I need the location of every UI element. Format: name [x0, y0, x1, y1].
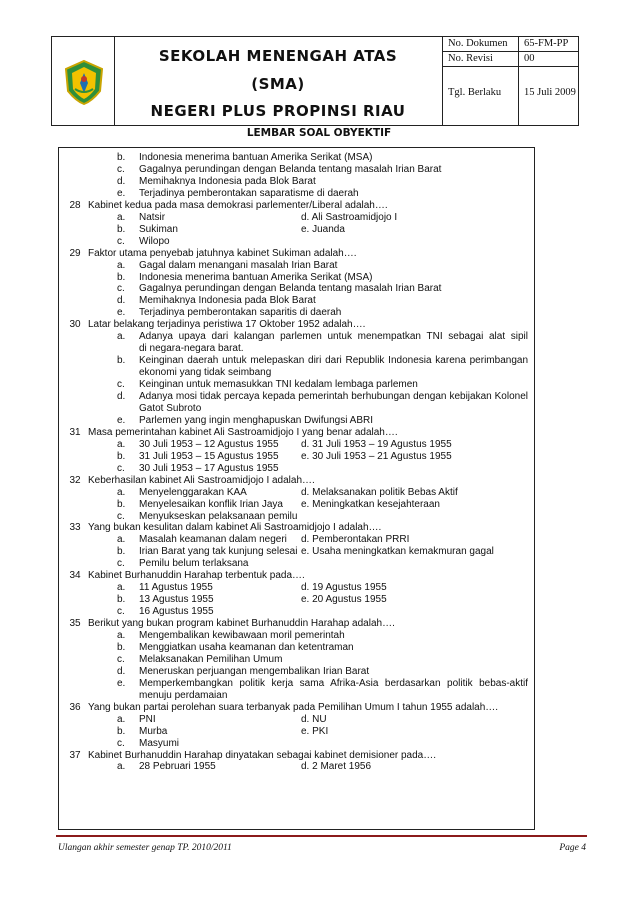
option-text: Menggiatkan usaha keamanan dan ketentraman — [139, 641, 354, 653]
sheet-title: LEMBAR SOAL OBYEKTIF — [246, 127, 392, 139]
meta-key: No. Dokumen — [448, 38, 508, 49]
option-letter: b. — [117, 498, 126, 510]
question-number: 34 — [69, 570, 81, 582]
question-text: Latar belakang terjadinya peristiwa 17 Oktober 1952 adalah…. — [88, 319, 366, 331]
question-number: 29 — [69, 247, 81, 259]
option-text: Natsir — [139, 211, 166, 223]
logo-cell — [52, 37, 115, 125]
option-letter: a. — [117, 713, 126, 725]
option-text: Meneruskan perjuangan mengembalikan Irian Barat — [139, 665, 370, 677]
option-text-second-column: d. 31 Juli 1953 – 19 Agustus 1955 — [301, 438, 452, 450]
option-letter: a. — [117, 534, 126, 546]
question-text: Keberhasilan kabinet Ali Sastroamidjojo I adalah…. — [88, 474, 315, 486]
document-header — [51, 36, 579, 126]
option-text: Menyelesaikan konflik Irian Jaya — [139, 498, 283, 510]
question-number: 30 — [69, 319, 81, 331]
question-number: 32 — [69, 474, 81, 486]
option-letter: b. — [117, 546, 126, 558]
question-text: Yang bukan partai perolehan suara terbanyak pada Pemilihan Umum I tahun 1955 adalah…. — [88, 701, 499, 713]
option-text-second-column: d. NU — [301, 713, 327, 725]
option-text: Pemilu belum terlaksana — [139, 558, 249, 570]
option-text: Terjadinya pemberontakan saparitis di daerah — [139, 307, 342, 319]
option-text: Indonesia menerima bantuan Amerika Serikat (MSA) — [139, 271, 373, 283]
option-text: 31 Juli 1953 – 15 Agustus 1955 — [139, 450, 279, 462]
option-text-second-column: e. PKI — [301, 725, 329, 737]
option-text: Memihaknya Indonesia pada Blok Barat — [139, 175, 316, 187]
option-letter: c. — [117, 379, 125, 391]
option-letter: c. — [117, 653, 125, 665]
option-text: 11 Agustus 1955 — [139, 582, 213, 594]
document-meta-table — [442, 37, 578, 125]
option-letter: c. — [117, 462, 125, 474]
school-name-line-1: SEKOLAH MENENGAH ATAS — [158, 47, 398, 65]
option-text: Melaksanakan Pemilihan Umum — [139, 653, 283, 665]
option-letter: d. — [117, 391, 126, 402]
option-letter: c. — [117, 510, 125, 522]
option-text: ekonomi yang tidak seimbang — [139, 367, 272, 379]
option-text: Wilopo — [139, 235, 170, 247]
option-letter: c. — [117, 558, 125, 570]
meta-key: No. Revisi — [448, 53, 493, 64]
option-text: Irian Barat yang tak kunjung selesai — [139, 546, 298, 558]
option-text: Masyumi — [139, 737, 180, 749]
option-letter: b. — [117, 271, 126, 283]
meta-row-document-number — [442, 37, 578, 52]
option-text: menuju perdamaian — [139, 689, 228, 701]
option-text: 16 Agustus 1955 — [139, 606, 214, 618]
option-letter: d. — [117, 665, 126, 677]
option-letter: a. — [117, 761, 126, 773]
question-text: Kabinet kedua pada masa demokrasi parlementer/Liberal adalah…. — [88, 199, 388, 211]
option-letter: c. — [117, 737, 125, 749]
option-letter: a. — [117, 582, 126, 594]
footer-rule — [56, 835, 587, 837]
option-text: Gatot Subroto — [139, 402, 202, 414]
meta-row-revision — [442, 51, 578, 67]
option-letter: b. — [117, 152, 126, 163]
option-text: Masalah keamanan dalam negeri — [139, 534, 287, 546]
option-text-second-column: d. Melaksanakan politik Bebas Aktif — [301, 486, 458, 498]
option-letter: a. — [117, 259, 126, 271]
option-text-second-column: d. 19 Agustus 1955 — [301, 582, 387, 594]
option-text: Keinginan daerah untuk melepaskan diri dari Republik Indonesia karena perimbangan — [139, 355, 528, 367]
school-name-block — [114, 37, 443, 125]
option-text: Gagalnya perundingan dengan Belanda tentang masalah Irian Barat — [139, 163, 442, 175]
option-text-second-column: e. Usaha meningkatkan kemakmuran gagal — [301, 546, 494, 558]
option-letter: e. — [117, 187, 126, 199]
option-text: 30 Juli 1953 – 17 Agustus 1955 — [139, 462, 279, 474]
option-letter: b. — [117, 223, 126, 235]
option-text: 30 Juli 1953 – 12 Agustus 1955 — [139, 438, 279, 450]
option-text: Keinginan untuk memasukkan TNI kedalam lembaga parlemen — [139, 379, 418, 391]
option-letter: c. — [117, 283, 125, 295]
question-list — [58, 147, 535, 830]
option-letter: b. — [117, 725, 126, 737]
option-text: 28 Pebruari 1955 — [139, 761, 216, 773]
option-text: Menyukseskan pelaksanaan pemilu — [139, 510, 298, 522]
option-text: Memperkembangkan politik kerja sama Afrika-Asia berdasarkan politik bebas-aktif — [139, 677, 528, 689]
question-number: 28 — [69, 199, 81, 211]
option-letter: e. — [117, 414, 126, 426]
option-letter: b. — [117, 450, 126, 462]
meta-value: 15 Juli 2009 — [524, 87, 576, 98]
question-number: 33 — [69, 522, 81, 534]
option-text-second-column: d. Pemberontakan PRRI — [301, 534, 410, 546]
riau-emblem-icon — [62, 59, 106, 105]
option-letter: b. — [117, 641, 126, 653]
option-text-second-column: e. Juanda — [301, 223, 345, 235]
option-letter: d. — [117, 295, 126, 307]
option-text: Parlemen yang ingin menghapuskan Dwifungsi ABRI — [139, 414, 374, 426]
option-letter: a. — [117, 438, 126, 450]
option-text: Indonesia menerima bantuan Amerika Serikat (MSA) — [139, 152, 373, 163]
option-letter: a. — [117, 331, 126, 343]
meta-value: 65-FM-PP — [524, 38, 569, 49]
option-text: Memihaknya Indonesia pada Blok Barat — [139, 295, 316, 307]
option-letter: d. — [117, 175, 126, 187]
option-text: Gagalnya perundingan dengan Belanda tentang masalah Irian Barat — [139, 283, 442, 295]
question-text: Faktor utama penyebab jatuhnya kabinet Sukiman adalah…. — [88, 247, 357, 259]
question-number: 37 — [69, 749, 81, 761]
option-letter: b. — [117, 355, 126, 367]
option-text: Adanya upaya dari kalangan parlemen untuk menempatkan TNI sebagai alat sipil — [139, 331, 528, 343]
option-text-second-column: d. Ali Sastroamidjojo I — [301, 211, 398, 223]
question-number: 35 — [69, 618, 81, 630]
option-text: Gagal dalam menangani masalah Irian Barat — [139, 259, 338, 271]
option-letter: c. — [117, 235, 125, 247]
option-text: Terjadinya pemberontakan saparatisme di daerah — [139, 187, 359, 199]
option-text: Murba — [139, 725, 168, 737]
option-text: Mengembalikan kewibawaan moril pemerintah — [139, 630, 345, 641]
question-number: 36 — [69, 701, 81, 713]
meta-row-effective-date — [442, 66, 578, 125]
option-text-second-column: e. 30 Juli 1953 – 21 Agustus 1955 — [301, 450, 452, 462]
option-letter: e. — [117, 307, 126, 319]
option-text: Sukiman — [139, 223, 178, 235]
option-letter: a. — [117, 211, 126, 223]
option-letter: c. — [117, 163, 125, 175]
option-text: Menyelenggarakan KAA — [139, 486, 247, 498]
option-text: PNI — [139, 713, 156, 725]
option-text: 13 Agustus 1955 — [139, 594, 214, 606]
option-letter: a. — [117, 630, 126, 641]
question-text: Kabinet Burhanuddin Harahap dinyatakan sebagai kabinet demisioner pada…. — [88, 749, 437, 761]
school-name-line-2: (SMA) — [251, 75, 305, 93]
option-text-second-column: e. 20 Agustus 1955 — [301, 594, 387, 606]
option-letter: e. — [117, 677, 126, 689]
option-text: Adanya mosi tidak percaya kepada pemerintah berhubungan dengan kebijakan Kolonel — [139, 391, 528, 402]
meta-key: Tgl. Berlaku — [448, 87, 502, 98]
question-text: Masa pemerintahan kabinet Ali Sastroamidjojo I yang benar adalah…. — [88, 426, 398, 438]
option-letter: a. — [117, 486, 126, 498]
question-text: Berikut yang bukan program kabinet Burhanuddin Harahap adalah…. — [88, 618, 395, 630]
option-text-second-column: d. 2 Maret 1956 — [301, 761, 372, 773]
footer-page-number: Page 4 — [559, 843, 586, 853]
option-text: di negara-negara barat. — [139, 343, 244, 355]
question-text: Yang bukan kesulitan dalam kabinet Ali Sastroamidjojo I adalah…. — [88, 522, 382, 534]
meta-value: 00 — [524, 53, 535, 64]
question-number: 31 — [69, 426, 81, 438]
option-text-second-column: e. Meningkatkan kesejahteraan — [301, 498, 440, 510]
option-letter: c. — [117, 606, 125, 618]
footer-exam-label: Ulangan akhir semester genap TP. 2010/2011 — [58, 843, 232, 853]
school-name-line-3: NEGERI PLUS PROPINSI RIAU — [150, 102, 406, 120]
option-letter: b. — [117, 594, 126, 606]
question-text: Kabinet Burhanuddin Harahap terbentuk pada…. — [88, 570, 305, 582]
